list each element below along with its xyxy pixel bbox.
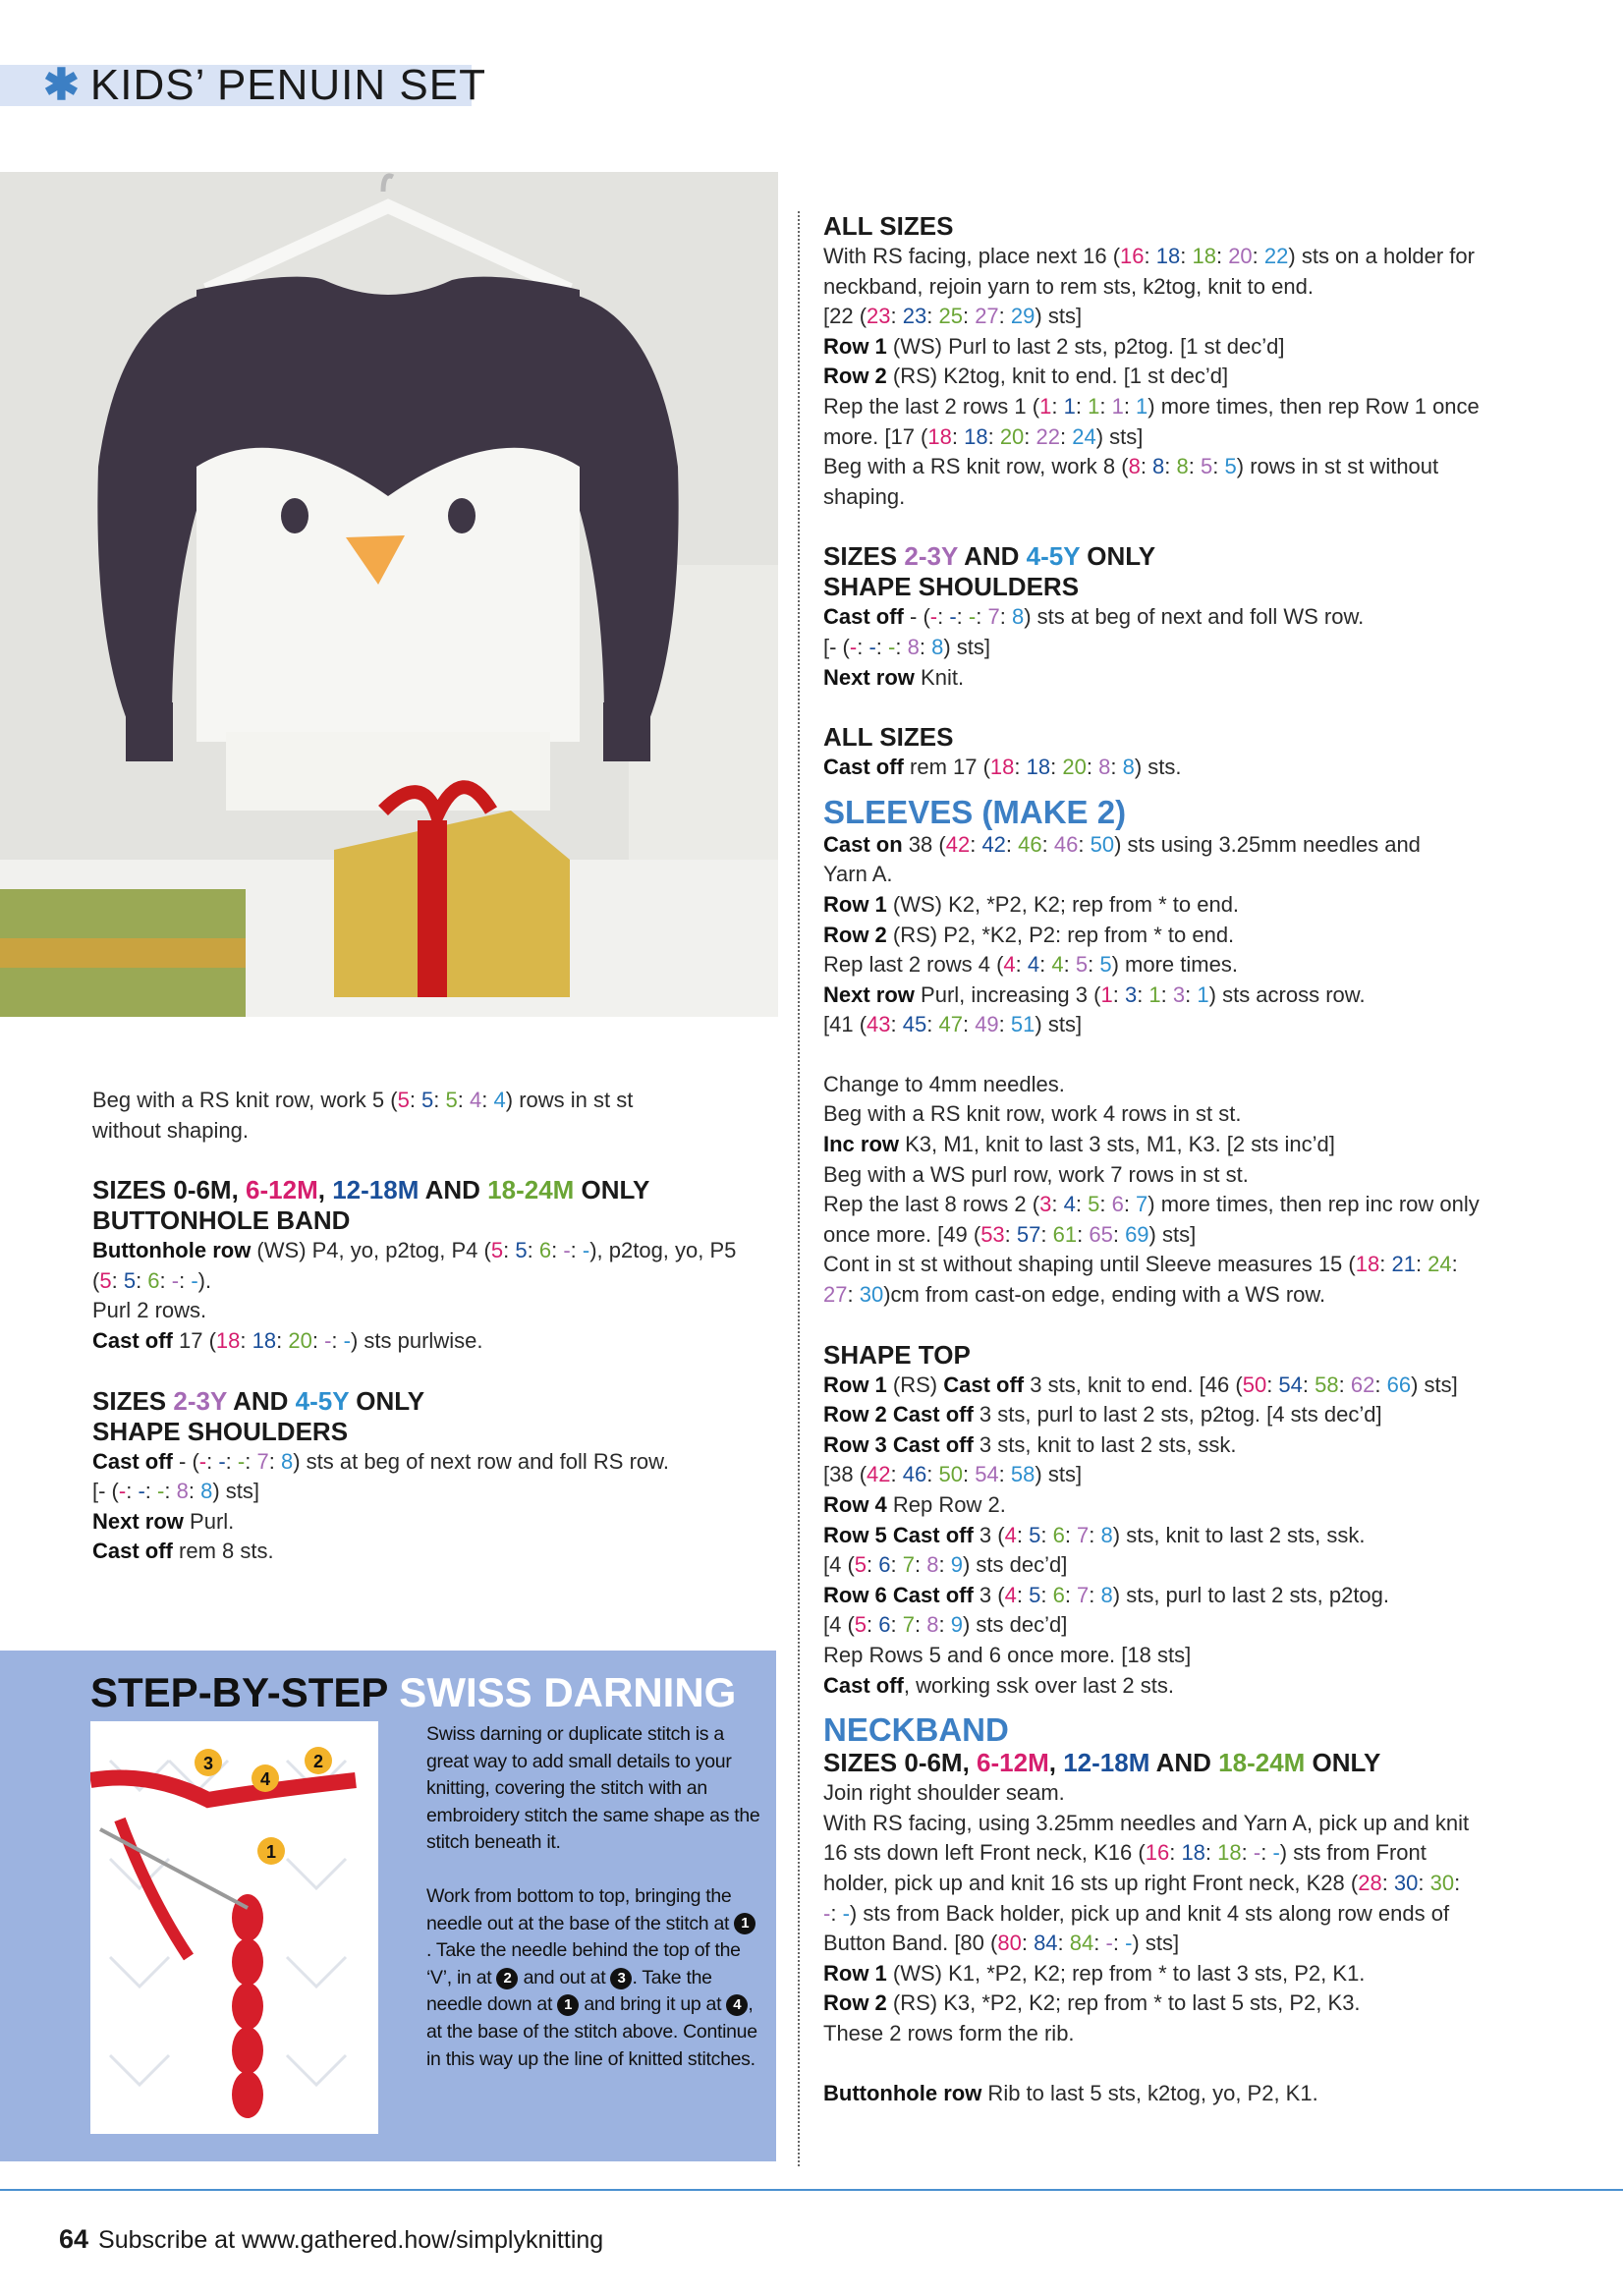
- step-3-badge: 3: [610, 1968, 632, 1989]
- buttonhole-row: Buttonhole row (WS) P4, yo, p2tog, P4 (5: 5: 6: -: -), p2tog, yo, P5: [92, 1238, 737, 1263]
- sweater-photo: [0, 172, 778, 1017]
- right-column: ALL SIZES With RS facing, place next 16 (16: 18: 18: 20: 22) sts on a holder for neckband, rejoin yarn to rem sts, k2tog, knit to end. [22 (23: 23: 25: 27: 29) sts] Row 1 (WS) Purl to last 2 sts, p2tog. [1 st dec’d] Row 2 (RS) K2tog, knit to end. [1 st dec’d] Rep the last 2 rows 1 (1: 1: 1: 1: 1) more times, then rep Row 1 once more. [17 (18: 18: 20: 22: 24) sts] Beg with a RS knit row, work 8 (8: 8: 8: 5: 5) rows in st st without shaping. SIZES 2-3Y AND 4-5Y ONLY SHAPE SHOULDERS Cast off - (-: -: -: 7: 8) sts at beg of next and foll WS row. [- (-: -: -: 8: 8) sts] Next row Knit. ALL SIZES Cast off rem 17 (18: 18: 20: 8: 8) sts. SLEEVES (MAKE 2) Cast on 38 (42: 42: 46: 46: 50) sts using 3.25mm needles and Yarn A. Row 1 (WS) K2, *P2, K2; rep from * to end. Row 2 (RS) P2, *K2, P2: rep from * to end. Rep last 2 rows 4 (4: 4: 4: 5: 5) more times. Next row Purl, increasing 3 (1: 3: 1: 3: 1) sts across row. [41 (43: 45: 47: 49: 51) sts] Change to 4mm needles. Beg with a RS knit row, work 4 rows in st st. Inc row K3, M1, knit to last 3 sts, M1, K3. [2 sts inc’d] Beg with a WS purl row, work 7 rows in st st. Rep the last 8 rows 2 (3: 4: 5: 6: 7) more times, then rep inc row only once more. [49 (53: 57: 61: 65: 69) sts] Cont in st st without shaping until Sleeve measures 15 (18: 21: 24: 27: 30)cm from cast-on edge, ending with a WS row. SHAPE TOP Row 1 (RS) Cast off 3 sts, knit to end. [46 (50: 54: 58: 62: 66) sts] Row 2 Cast off 3 sts, purl to last 2 sts, p2tog. [4 sts dec’d] Row 3 Cast off 3 sts, knit to last 2 sts, ssk. [38 (42: 46: 50: 54: 58) sts] Row 4 Rep Row 2. Row 5 Cast off 3 (4: 5: 6: 7: 8) sts, knit to last 2 sts, ssk. [4 (5: 6: 7: 8: 9) sts dec’d] Row 6 Cast off 3 (4: 5: 6: 7: 8) sts, purl to last 2 sts, p2tog. [4 (5: 6: 7: 8: 9) sts dec’d] Rep Rows 5 and 6 once more. [18 sts] Cast off, working ssk over last 2 sts. NECKBAND SIZES 0-6M, 6-12M, 12-18M AND 18-24M ONLY Join right shoulder seam. With RS facing, using 3.25mm needles and Yarn A, pick up and knit 16 sts down left Front neck, K16 (16: 18: 18: -: -) sts from Front holder, pick up and knit 16 sts up right Front neck, K28 (28: 30: 30: -: -) sts from Back holder, pick up and knit 4 sts along row ends of Button Band. [80 (80: 84: 84: -: -) sts] Row 1 (WS) K1, *P2, K2; rep from * to last 3 sts, P2, K1. Row 2 (RS) K3, *P2, K2; rep from * to last 5 sts, P2, K3. These 2 rows form the rib. Buttonhole row Rib to last 5 sts, k2tog, yo, P2, K1.: [823, 211, 1599, 2108]
- step-4-badge: 4: [726, 1994, 748, 2016]
- sleeves-heading: SLEEVES (MAKE 2): [823, 793, 1127, 830]
- star-icon: ✱: [43, 61, 81, 109]
- step-1-badge: 1: [557, 1994, 579, 2016]
- diagram-label-3: 3: [202, 1754, 214, 1773]
- diagram-label-4: 4: [259, 1769, 271, 1789]
- left-column: Beg with a RS knit row, work 5 (5: 5: 5: 4: 4) rows in st st without shaping. SIZES 0-6M, 6-12M, 12-18M AND 18-24M ONLY BUTTONHOLE BAND Buttonhole row (WS) P4, yo, p2tog, P4 (5: 5: 6: -: -), p2tog, yo, P5 (5: 5: 6: -: -). Purl 2 rows. Cast off 17 (18: 18: 20: -: -) sts purlwise. SIZES 2-3Y AND 4-5Y ONLY SHAPE SHOULDERS Cast off - (-: -: -: 7: 8) sts at beg of next row and foll RS row. [- (-: -: -: 8: 8) sts] Next row Purl. Cast off rem 8 sts.: [92, 1086, 770, 1567]
- neckband-heading: NECKBAND: [823, 1711, 1009, 1749]
- step-2-badge: 2: [496, 1968, 518, 1989]
- footer-rule: [0, 2189, 1623, 2191]
- page-title: ✱ KIDS’ PENUIN SET: [43, 61, 486, 109]
- diagram-label-1: 1: [265, 1842, 277, 1862]
- step-1-badge: 1: [734, 1913, 756, 1934]
- left-shoulder-sizes-heading: SIZES 2-3Y AND 4-5Y ONLY: [92, 1385, 425, 1416]
- swiss-darning-text: Swiss darning or duplicate stitch is a great way to add small details to your knitting, covering the stitch with an embroidery stitch the same shape as the stitch beneath it. Work from bottom to top, bringing the needle out at the base of the stitch at 1. Take the needle behind the top of the ‘V’, in at 2 and out at 3 . Take the needle down at 1 and bring it up at 4 , at the base of the stitch above. Continue in this way up the line of knitted stitches.: [426, 1723, 760, 2070]
- swiss-darning-diagram: [90, 1721, 378, 2134]
- buttonhole-sizes-heading: SIZES 0-6M, 6-12M, 12-18M AND 18-24M ONLY: [92, 1175, 650, 1205]
- column-divider: [798, 211, 800, 2166]
- footer: [59, 2224, 603, 2255]
- swiss-darning-title: STEP-BY-STEP SWISS DARNING: [90, 1669, 737, 1715]
- penguin-sweater-illustration: [0, 172, 778, 1017]
- buttonhole-band-heading: BUTTONHOLE BAND: [92, 1205, 351, 1236]
- left-intro: Beg with a RS knit row, work 5 (5: 5: 5: 4: 4) rows in st st: [92, 1088, 634, 1112]
- page-number: 64: [59, 2224, 89, 2254]
- diagram-label-2: 2: [312, 1752, 324, 1771]
- subscribe-link[interactable]: Subscribe at www.gathered.how/simplyknitting: [98, 2226, 604, 2254]
